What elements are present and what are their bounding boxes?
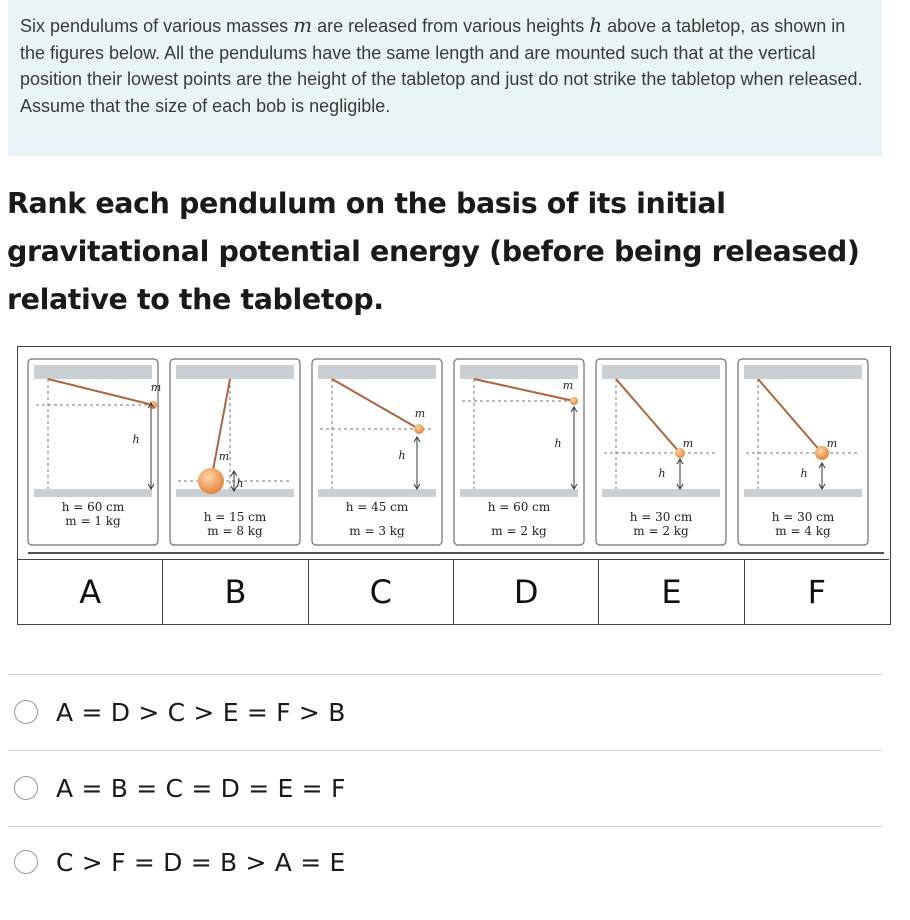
mass-label: m <box>682 437 694 450</box>
pendulum-panel-a <box>28 359 161 545</box>
height-label: h <box>800 467 808 480</box>
height-label: h <box>398 449 406 462</box>
panel-label-e: E <box>598 560 743 624</box>
support-bar <box>744 365 862 379</box>
radio-button[interactable] <box>14 850 38 874</box>
pendulum-panels <box>18 347 889 559</box>
mass-label: m <box>562 379 574 392</box>
height-label: h <box>236 477 244 490</box>
tabletop-bar <box>602 489 720 497</box>
problem-statement <box>8 0 882 156</box>
panel-label-c: C <box>308 560 453 624</box>
mass-label: m <box>218 450 230 463</box>
height-label: h <box>658 467 666 480</box>
height-value: h = 30 cm <box>629 510 693 524</box>
mass-value: m = 8 kg <box>207 524 263 538</box>
option-label: A = B = C = D = E = F <box>56 773 346 803</box>
answer-option-1[interactable] <box>14 692 346 732</box>
panel-label-a: A <box>79 573 102 611</box>
mass-value: m = 2 kg <box>633 524 689 538</box>
pendulum-bob <box>198 468 224 494</box>
pendulum-panel-e <box>596 359 726 545</box>
problem-text: Six pendulums of various masses m are released from various heights h above a tabletop, as shown in the figures below. All the pendulums have the same length and are mounted such that at the vertical position their lowest points are the height of the tabletop and just do not strike the tabletop when released. Assume that the size of each bob is negligible. <box>20 13 863 116</box>
tabletop-bar <box>318 489 436 497</box>
mass-variable: m <box>293 13 313 37</box>
mass-label: m <box>826 437 838 450</box>
pendulum-panel-f <box>738 359 868 545</box>
height-label: h <box>132 433 140 446</box>
support-bar <box>34 365 152 379</box>
tabletop-bar <box>744 489 862 497</box>
height-value: h = 60 cm <box>487 500 551 514</box>
support-bar <box>318 365 436 379</box>
panel-label-row <box>18 559 889 624</box>
divider <box>8 826 882 827</box>
height-value: h = 30 cm <box>771 510 835 524</box>
mass-label: m <box>414 407 426 420</box>
height-value: h = 15 cm <box>203 510 267 524</box>
answer-option-3[interactable] <box>14 842 346 882</box>
question-prompt: Rank each pendulum on the basis of its initial gravitational potential energy (before being released) relative to the tabletop. <box>7 187 860 316</box>
height-label: h <box>554 437 562 450</box>
pendulum-panel-d <box>454 359 584 545</box>
height-value: h = 60 cm <box>61 500 125 514</box>
support-bar <box>460 365 578 379</box>
mass-value: m = 2 kg <box>491 524 547 538</box>
answer-option-2[interactable] <box>14 768 346 808</box>
support-bar <box>602 365 720 379</box>
divider <box>8 750 882 751</box>
option-label: C > F = D = B > A = E <box>56 847 346 877</box>
pendulum-figure <box>17 346 891 625</box>
tabletop-bar <box>460 489 578 497</box>
panel-label-f: F <box>744 560 889 624</box>
mass-value: m = 3 kg <box>349 524 405 538</box>
mass-value: m = 1 kg <box>65 514 121 528</box>
pendulum-bob <box>570 397 578 405</box>
option-label: A = D > C > E = F > B <box>56 697 346 727</box>
pendulum-bob <box>414 424 424 434</box>
pendulum-panel-c <box>312 359 442 545</box>
panel-label-b: B <box>162 560 307 624</box>
radio-button[interactable] <box>14 776 38 800</box>
height-value: h = 45 cm <box>345 500 409 514</box>
tabletop-bar <box>34 489 152 497</box>
height-variable: h <box>589 13 603 37</box>
mass-label: m <box>150 381 162 394</box>
pendulum-panel-b <box>170 359 300 545</box>
mass-value: m = 4 kg <box>775 524 831 538</box>
radio-button[interactable] <box>14 700 38 724</box>
support-bar <box>176 365 294 379</box>
panel-label-d: D <box>453 560 598 624</box>
divider <box>8 674 882 675</box>
